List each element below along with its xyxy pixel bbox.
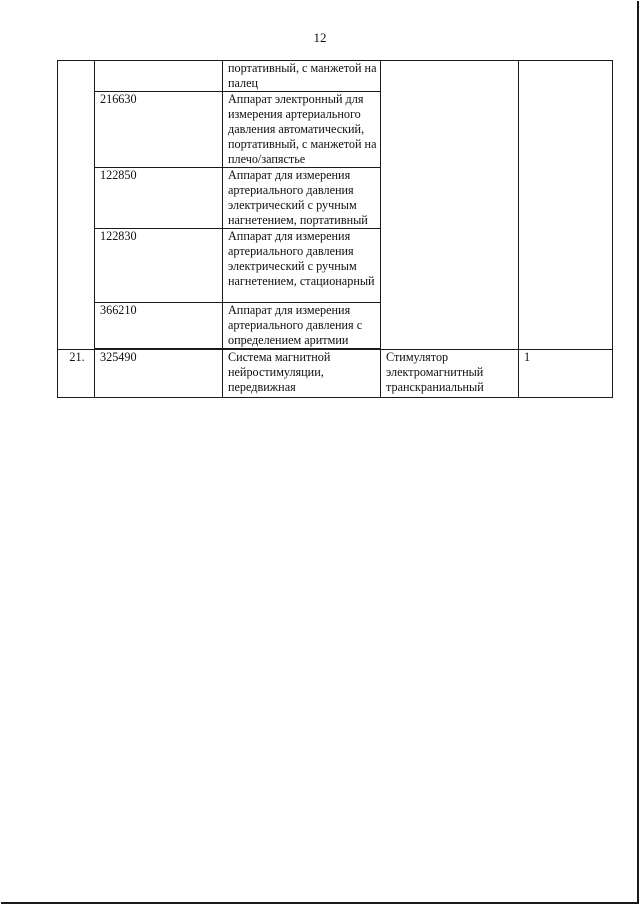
quantity-cell: 1 xyxy=(519,350,613,398)
num-cell-continued xyxy=(58,61,95,350)
description-cell: Аппарат электронный для измерения артериального давления автоматический, портативный, с манжетой на плечо/запястье xyxy=(223,92,381,168)
description-cell: портативный, с манжетой на палец xyxy=(223,61,381,92)
code-cell xyxy=(95,61,223,92)
description-cell: Аппарат для измерения артериального давления электрический с ручным нагнетением, стационарный xyxy=(223,229,381,303)
code-cell: 122850 xyxy=(95,168,223,229)
table-row xyxy=(58,61,613,92)
code-cell: 366210 xyxy=(95,303,223,349)
code-cell: 122830 xyxy=(95,229,223,303)
name-cell: Стимулятор электромагнитный транскраниальный xyxy=(381,350,519,398)
table-row xyxy=(58,350,613,398)
code-cell: 216630 xyxy=(95,92,223,168)
code-cell: 325490 xyxy=(95,350,223,398)
name-cell-continued xyxy=(381,61,519,350)
description-cell: Система магнитной нейростимуляции, передвижная xyxy=(223,350,381,398)
quantity-cell-continued xyxy=(519,61,613,350)
description-cell: Аппарат для измерения артериального давления с определением аритмии xyxy=(223,303,381,349)
equipment-table xyxy=(57,60,613,398)
row-number: 21. xyxy=(58,350,95,398)
page-number: 12 xyxy=(313,30,327,45)
description-cell: Аппарат для измерения артериального давления электрический с ручным нагнетением, портативный xyxy=(223,168,381,229)
